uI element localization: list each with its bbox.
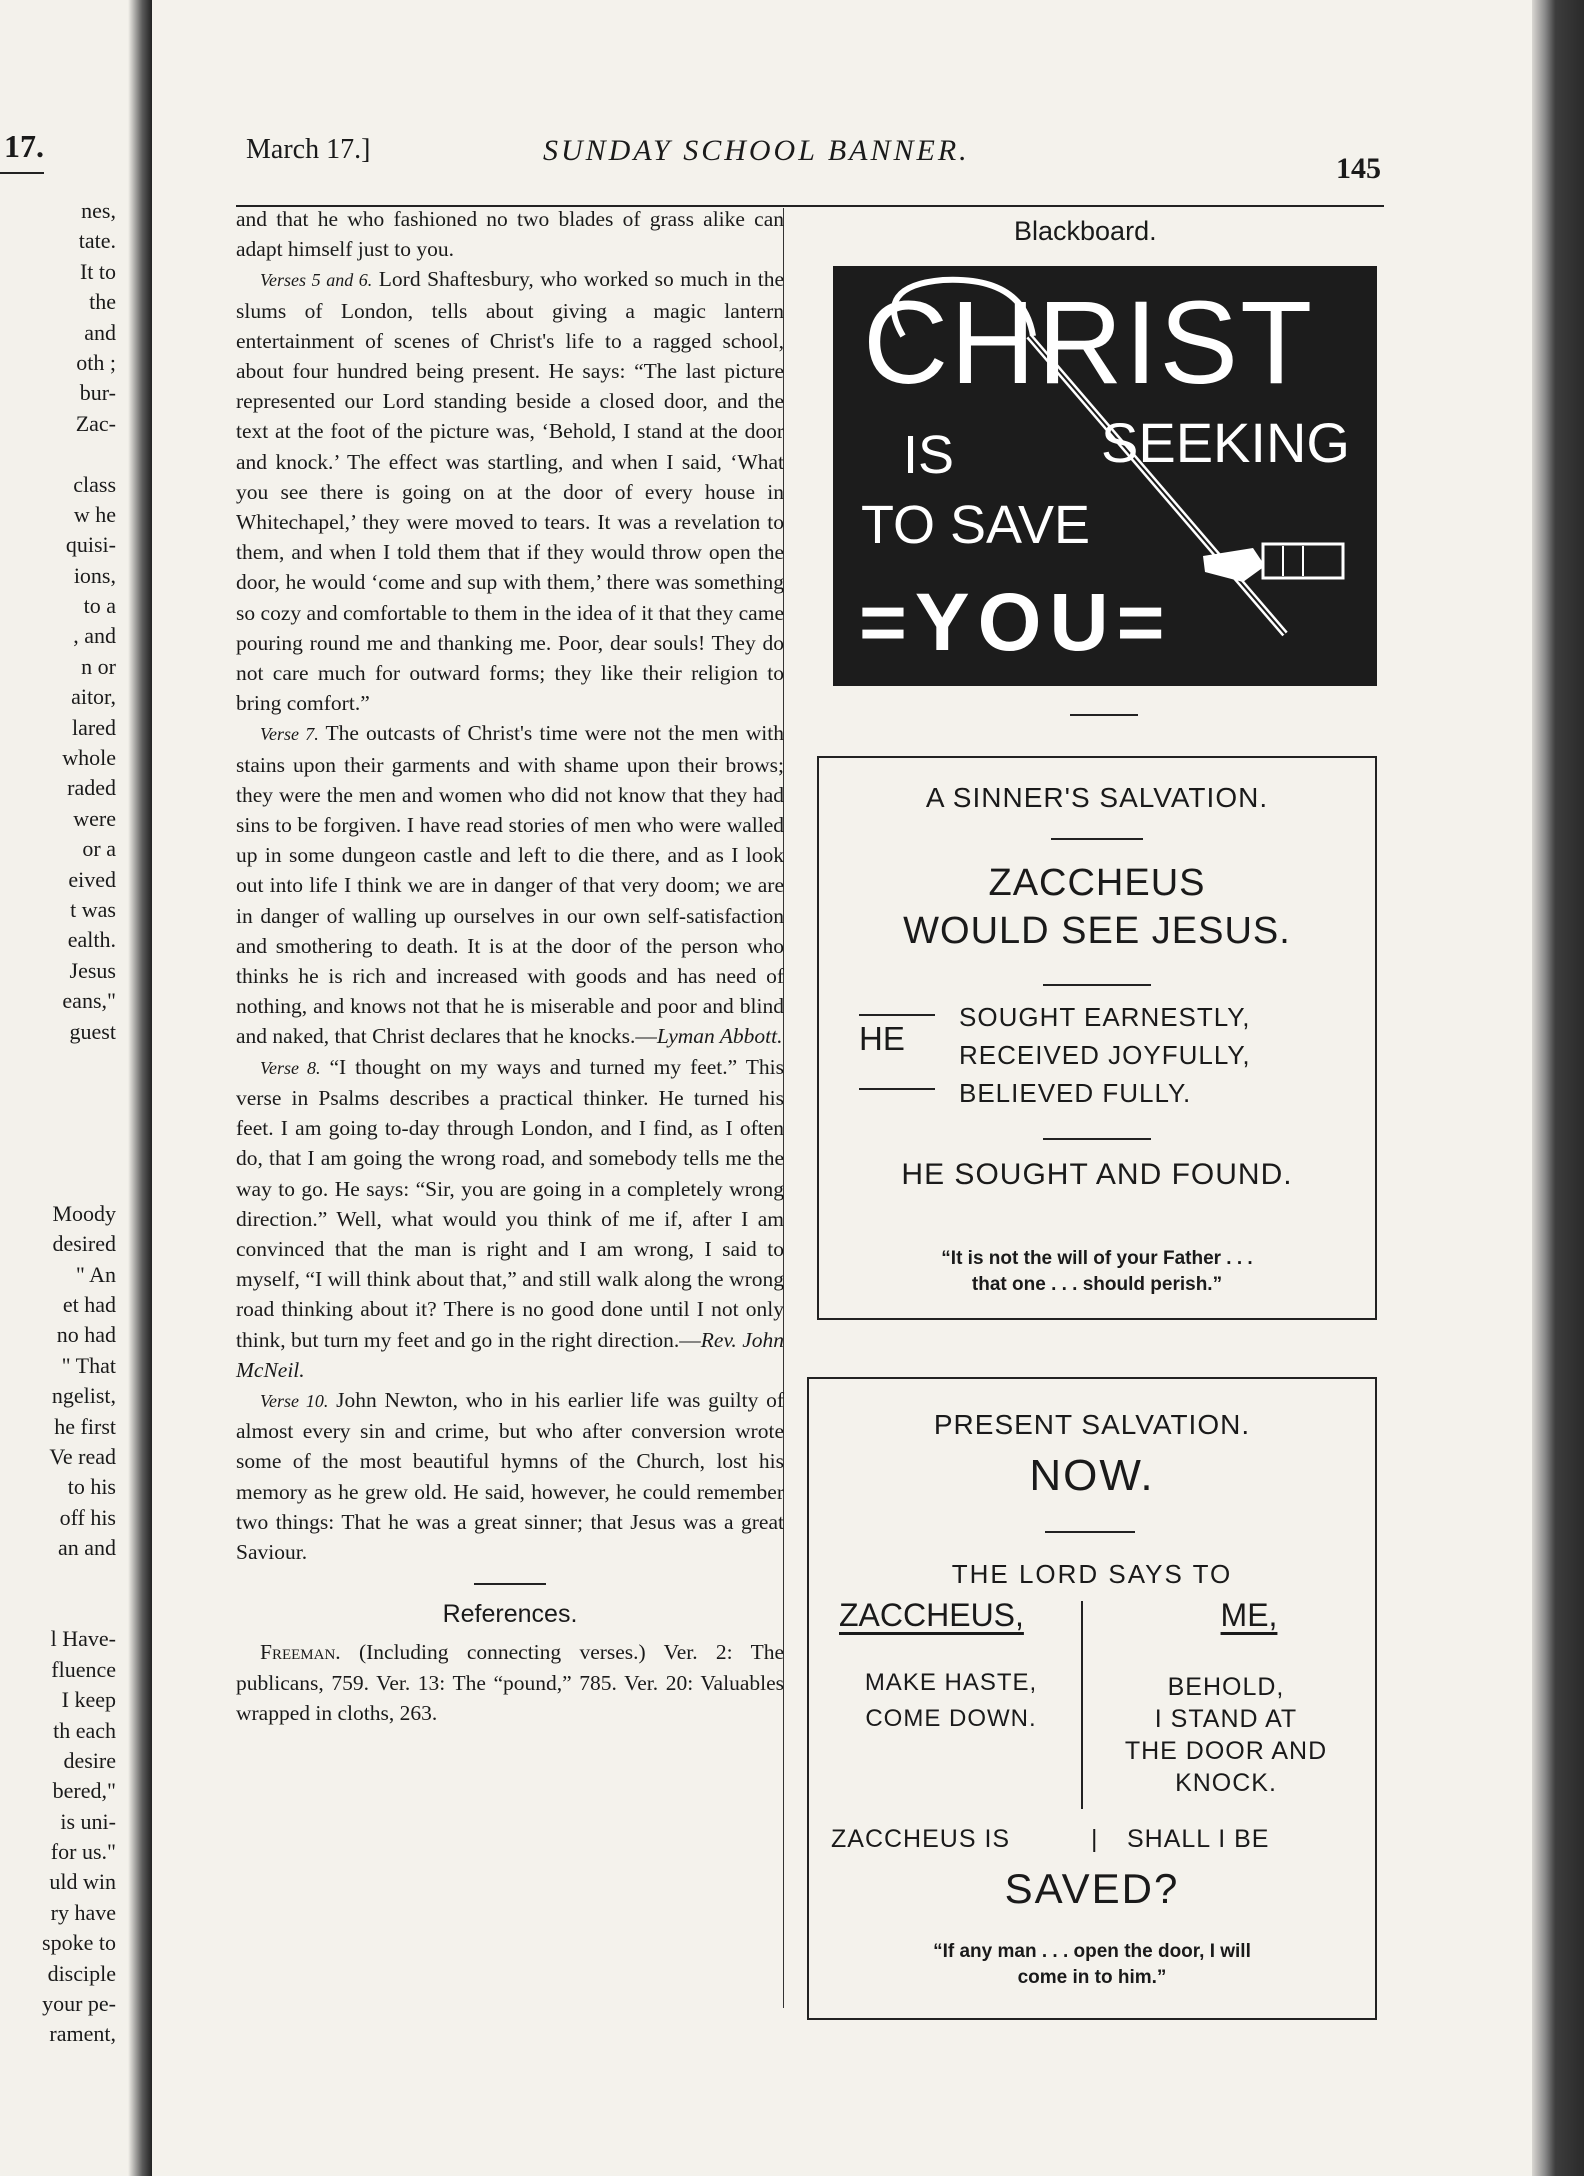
he-attribute-line: RECEIVED JOYFULLY, [959, 1040, 1251, 1070]
previous-page-line: desire [63, 1747, 116, 1773]
blackboard-words-to-save: TO SAVE [861, 495, 1091, 555]
saved-question: SAVED? [1004, 1865, 1180, 1912]
quote-line: “It is not the will of your Father . . . [941, 1248, 1253, 1269]
paragraph-verse-10 [236, 1385, 784, 1567]
previous-page-line: were [73, 805, 116, 831]
box-quote [809, 1939, 1375, 1991]
section-rule [474, 1583, 546, 1585]
quote-line: that one . . . should perish.” [971, 1274, 1223, 1295]
previous-page-line: or a [82, 836, 116, 862]
lord-says-to: THE LORD SAYS TO [951, 1559, 1233, 1589]
previous-page-line: an and [57, 1535, 116, 1561]
paragraph-verse-8 [236, 1052, 784, 1385]
previous-page-line: Moody [52, 1200, 116, 1226]
previous-page-line: nes, [81, 198, 116, 223]
make-haste-line: MAKE HASTE, [864, 1669, 1038, 1696]
references-text: (Including connecting verses.) Ver. 2: The publicans, 759. Ver. 13: The “pound,” 785. Ver. 20: Valuables wrapped in cloths, 263. [236, 1640, 784, 1725]
paragraph-text: “I thought on my ways and turned my feet.” This verse in Psalms describes a practical thinker. He turned his feet. I am going to-day through London, and I find, as I often do, that I am going the wrong road, and somebody tells me the way to go. He says: “Sir, you are going in a completely wrong direction.” Well, what would you think of me if, after I am convinced that the man is right and I am wrong, I said to myself, “I will think about that,” and still walk along the wrong road thinking about it? There is no good done until I not only think, but turn my feet and go in the right direction.— [236, 1054, 784, 1352]
previous-page-line: is uni- [60, 1808, 116, 1834]
he-attributes [959, 998, 1251, 1112]
previous-page-line: bered," [52, 1778, 116, 1804]
previous-page-line: no had [56, 1322, 116, 1348]
previous-page-line: and [84, 319, 116, 345]
previous-page-line: bur- [79, 380, 116, 406]
previous-page-line: Zac- [75, 410, 116, 436]
zaccheus-heading: ZACCHEUS, [839, 1597, 1024, 1633]
previous-page-line: aitor, [71, 684, 116, 710]
paragraph-text: The outcasts of Christ's time were not the men with stains upon their garments and with shame upon their brows; they were the men and women who did not know that they had sins to be forgiven. I have read stories of men who were walled up in some dungeon castle and left to die there, and as I look out into life I think we are in danger of that very doom; we are in danger of walling up ourselves in our own self-satisfaction and smothering to death. It is at the door of the person who thinks he is rich and increased with goods and has need of nothing, and knows not that he is miserable and poor and blind and naked, that Christ declares that he knocks.— [236, 721, 784, 1049]
zaccheus-is: ZACCHEUS IS [831, 1825, 1011, 1853]
previous-page-line: eans," [62, 988, 116, 1014]
behold-line: KNOCK. [1175, 1769, 1277, 1797]
previous-page-rule [0, 172, 44, 174]
issue-date: March 17.] [246, 134, 371, 165]
present-salvation-box [807, 1377, 1377, 2020]
previous-page-line: ions, [73, 562, 116, 588]
box-rule [1045, 1531, 1135, 1533]
section-rule [1070, 714, 1138, 716]
he-rule-bottom [859, 1088, 935, 1090]
box-now: NOW. [1029, 1451, 1155, 1500]
previous-page-line: th each [53, 1717, 116, 1743]
previous-page-line: quisi- [65, 532, 116, 558]
previous-page-line: tate. [78, 228, 116, 254]
previous-page-line: w he [73, 501, 116, 527]
box-line-would-see-jesus: WOULD SEE JESUS. [903, 910, 1291, 952]
previous-page-line: he first [54, 1413, 116, 1439]
previous-page-line: disciple [47, 1960, 116, 1986]
previous-page-line: off his [59, 1504, 116, 1530]
previous-page-line: the [89, 289, 116, 315]
author-attribution: Lyman Abbott. [656, 1024, 783, 1049]
paragraph-verse-7 [236, 718, 784, 1051]
previous-page-line: l Have- [50, 1626, 116, 1652]
previous-page-line: for us." [50, 1839, 116, 1865]
previous-page-line: ry have [50, 1899, 116, 1925]
previous-page-line: , and [73, 623, 116, 649]
previous-page-line: It to [79, 258, 116, 284]
box-rule [1051, 838, 1143, 840]
previous-page-line: " An [75, 1261, 116, 1287]
previous-page-line: to his [67, 1474, 116, 1500]
quote-line: “If any man . . . open the door, I will [933, 1941, 1251, 1962]
publication-title: SUNDAY SCHOOL BANNER. [543, 134, 970, 167]
he-label: HE [859, 1020, 905, 1057]
previous-page-line: oth ; [76, 349, 116, 375]
previous-page-line: ngelist, [51, 1383, 116, 1409]
references-heading: References. [442, 1600, 578, 1629]
previous-page-line: guest [69, 1018, 116, 1044]
me-heading: ME, [1220, 1597, 1278, 1633]
blackboard-word-you: =YOU= [859, 577, 1173, 668]
blackboard-illustration [833, 266, 1377, 686]
previous-page-line: spoke to [42, 1930, 116, 1956]
references-paragraph [236, 1637, 784, 1728]
previous-page-line: Jesus [69, 957, 116, 983]
previous-page-line: ealth. [67, 927, 116, 953]
previous-page-line: lared [72, 714, 116, 740]
book-gutter [128, 0, 152, 2176]
blackboard-word-seeking: SEEKING [1101, 411, 1350, 474]
previous-page-line: I keep [61, 1687, 116, 1713]
blackboard-word-christ: CHRIST [863, 277, 1315, 409]
previous-page-line: desired [52, 1231, 116, 1257]
previous-page-line: t was [70, 896, 116, 922]
blackboard-word-is: IS [903, 425, 955, 485]
previous-page-line: eived [68, 866, 116, 892]
references-source: Freeman. [260, 1640, 341, 1665]
previous-page-line: raded [67, 775, 116, 801]
paragraph-text: John Newton, who in his earlier life was guilty of almost every sin and crime, but who after conversion wrote some of the most beautiful hymns of the Church, lost his memory as he grew old. He said, however, he could remember two things: That he was a great sinner; that Jesus was a great Saviour. [236, 1387, 784, 1564]
verse-label: Verse 8. [260, 1057, 321, 1078]
box-line-zaccheus: ZACCHEUS [988, 862, 1206, 904]
previous-page-edge [0, 0, 152, 2176]
previous-page-line: your pe- [42, 1991, 116, 2017]
box-vertical-divider [1081, 1601, 1083, 1809]
separator-bar: | [1091, 1825, 1098, 1853]
previous-page-line: n or [81, 653, 116, 679]
quote-line: come in to him.” [1017, 1967, 1167, 1988]
previous-page-line [42, 1169, 116, 1199]
behold-line: BEHOLD, [1167, 1673, 1285, 1701]
page-edge-shadow [1532, 0, 1584, 2176]
previous-page-line: to a [83, 593, 116, 619]
previous-page-line: et had [62, 1292, 116, 1318]
paragraph-continued: and that he who fashioned no two blades of grass alike can adapt himself just to you. [236, 207, 784, 262]
behold-line: THE DOOR AND [1124, 1737, 1328, 1765]
make-haste-text [831, 1665, 1071, 1737]
previous-page-line: whole [62, 745, 116, 771]
box-heading: PRESENT SALVATION. [933, 1409, 1251, 1440]
previous-page-line: rament, [49, 2021, 116, 2047]
verse-label: Verses 5 and 6. [260, 270, 373, 291]
verse-label: Verse 7. [260, 724, 319, 745]
previous-page-line: " That [61, 1352, 116, 1378]
make-haste-line: COME DOWN. [865, 1705, 1037, 1732]
previous-page-line: Ve read [49, 1444, 116, 1470]
previous-page-line: class [73, 471, 116, 497]
he-rule-top [859, 1014, 935, 1016]
page-number: 145 [1336, 152, 1381, 185]
paragraph-verses-5-6 [236, 264, 784, 718]
previous-page-line [42, 1138, 116, 1168]
previous-page-line [42, 439, 116, 469]
previous-page-line [42, 1047, 116, 1077]
previous-page-line [42, 1564, 116, 1594]
previous-page-line: uld win [49, 1869, 116, 1895]
shall-i-be: SHALL I BE [1127, 1825, 1270, 1853]
he-sought-and-found: HE SOUGHT AND FOUND. [901, 1158, 1293, 1191]
previous-page-line: fluence [51, 1656, 116, 1682]
previous-page-line [42, 1108, 116, 1138]
previous-page-line [42, 1594, 116, 1624]
behold-text [1091, 1671, 1361, 1799]
paragraph-text: Lord Shaftesbury, who worked so much in the slums of London, tells about giving a magic lantern entertainment of scenes of Christ's life to a ragged school, about four hundred being present. He says: “The last picture represented our Lord standing beside a closed door, and the text at the foot of the picture was, ‘Behold, I stand at the door and knock.’ The effect was startling, and when I said, ‘What you see there is going on at the door of every house in Whitechapel,’ they were moved to tears. It was a revelation to them, and when I told them that if they would throw open the door, he would ‘come and sup with them,’ there was something so cozy and comfortable to them in the idea of it that they came pouring round me and thanking me. Poor, dear souls! They do not care much for outward forms; they like their religion to bring comfort.” [236, 267, 784, 716]
blackboard-title: Blackboard. [1014, 216, 1157, 246]
behold-line: I STAND AT [1154, 1705, 1298, 1733]
he-attribute-line: SOUGHT EARNESTLY, [959, 1002, 1251, 1032]
verse-label: Verse 10. [260, 1390, 329, 1411]
previous-page-line [42, 1077, 116, 1107]
previous-page-number: 17. [4, 128, 44, 164]
box-heading: A SINNER'S SALVATION. [925, 782, 1269, 813]
box-rule [1043, 1138, 1151, 1140]
commentary-column [236, 204, 784, 1728]
box-rule [1043, 984, 1151, 986]
previous-page-text-fragments [42, 196, 116, 2050]
box-quote [819, 1246, 1375, 1298]
he-attribute-line: BELIEVED FULLY. [959, 1078, 1192, 1108]
author-attribution: Rev. John McNeil. [236, 1327, 784, 1382]
sinners-salvation-box [817, 756, 1377, 1320]
